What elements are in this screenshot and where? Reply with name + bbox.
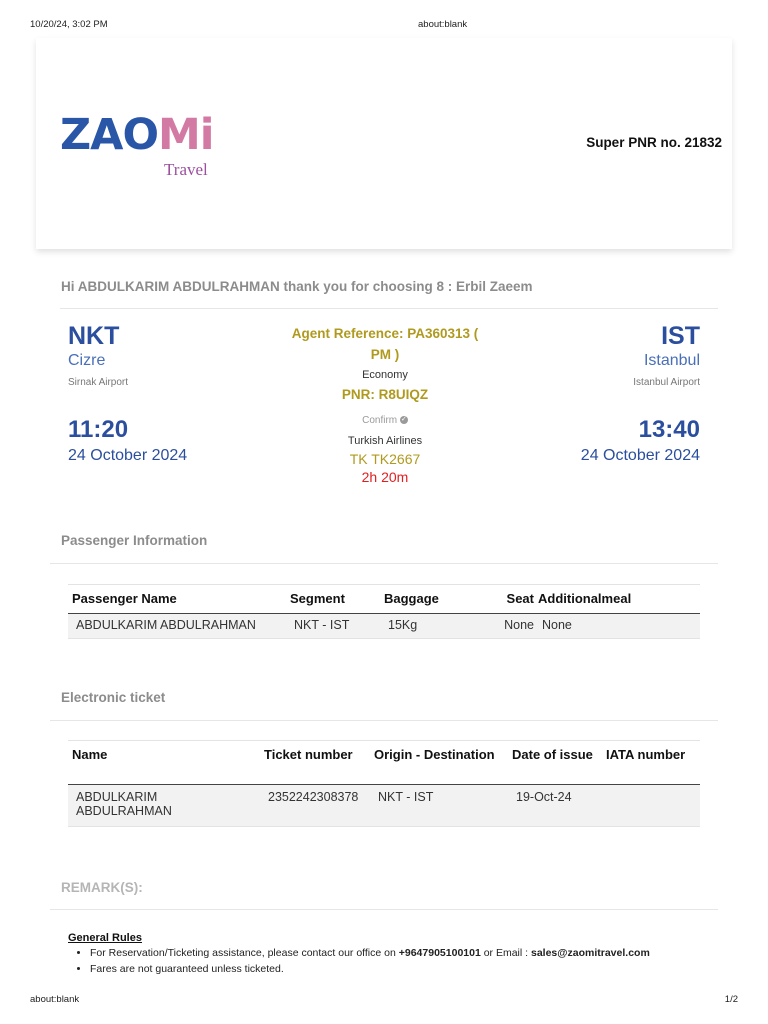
rule-text: or Email : xyxy=(480,947,531,959)
cell-name-text: ABDULKARIM ABDULRAHMAN xyxy=(76,790,172,818)
destination-city: Istanbul xyxy=(643,352,700,369)
contact-email[interactable]: sales@zaomitravel.com xyxy=(530,947,650,959)
col-segment: Segment xyxy=(286,585,380,614)
divider xyxy=(60,308,718,309)
general-rules-title: General Rules xyxy=(68,932,142,944)
flight-number: TK TK2667 xyxy=(349,451,421,467)
booking-status xyxy=(260,415,510,426)
airline-name: Turkish Airlines xyxy=(347,435,423,447)
greeting: Hi ABDULKARIM ABDULRAHMAN thank you for choosing 8 : Erbil Zaeem xyxy=(61,279,533,294)
flight-duration: 2h 20m xyxy=(361,469,409,485)
list-item: • Fares are not guaranteed unless ticketed. xyxy=(90,962,750,976)
origin-airport: Sirnak Airport xyxy=(68,377,129,388)
contact-phone: +9647905100101 xyxy=(398,947,481,959)
passenger-section-title: Passenger Information xyxy=(61,533,208,548)
passenger-table xyxy=(68,584,700,639)
departure-time: 11:20 xyxy=(68,416,129,443)
brand-logo xyxy=(60,110,214,160)
divider xyxy=(50,909,718,910)
ticket-section-title: Electronic ticket xyxy=(61,690,166,705)
table-header-row xyxy=(68,585,700,614)
divider xyxy=(50,720,718,721)
table-row xyxy=(68,614,700,639)
rules-list xyxy=(72,946,750,978)
table-row xyxy=(68,785,700,827)
cell-baggage: 15Kg xyxy=(380,614,494,639)
arrival-date: 24 October 2024 xyxy=(580,447,700,464)
destination-airport: Istanbul Airport xyxy=(633,377,700,388)
col-ticket-number: Ticket number xyxy=(260,741,370,785)
logo-text-blue: ZAO xyxy=(60,110,159,160)
col-baggage: Baggage xyxy=(380,585,494,614)
ticket-table xyxy=(68,740,700,827)
col-seat: Seat xyxy=(494,585,534,614)
origin-city: Cizre xyxy=(68,352,106,369)
logo-text-pink: Mi xyxy=(158,110,214,160)
header-card xyxy=(36,38,732,249)
print-footer-url: about:blank xyxy=(30,994,80,1005)
status-label: Confirm xyxy=(362,415,398,426)
cell-passenger-name: ABDULKARIM ABDULRAHMAN xyxy=(68,614,286,639)
cell-iata-number xyxy=(602,785,700,827)
divider xyxy=(50,563,718,564)
agent-reference-line1: Agent Reference: PA360313 ( xyxy=(291,326,479,341)
cell-ticket-number: 2352242308378 xyxy=(260,785,370,827)
check-circle-icon: ✓ xyxy=(400,416,407,424)
cell-origin-destination: NKT - IST xyxy=(370,785,508,827)
remarks-title: REMARK(S): xyxy=(61,880,143,895)
rule-text: For Reservation/Ticketing assistance, please contact our office on xyxy=(90,947,399,959)
cabin-class: Economy xyxy=(362,369,408,381)
print-url: about:blank xyxy=(418,19,468,30)
cell-name xyxy=(68,785,260,827)
departure-date: 24 October 2024 xyxy=(68,447,188,464)
cell-seat: None xyxy=(494,614,534,639)
col-origin-destination: Origin - Destination xyxy=(370,741,508,785)
cell-additional-meal: None xyxy=(534,614,700,639)
col-additional-meal: Additionalmeal xyxy=(534,585,700,614)
origin-code: NKT xyxy=(68,322,120,350)
print-datetime: 10/20/24, 3:02 PM xyxy=(30,19,108,30)
list-item xyxy=(90,946,750,960)
col-name: Name xyxy=(68,741,260,785)
table-header-row xyxy=(68,741,700,785)
pnr-code: PNR: R8UIQZ xyxy=(341,387,429,402)
super-pnr: Super PNR no. 21832 xyxy=(586,135,722,150)
cell-segment: NKT - IST xyxy=(286,614,380,639)
agent-reference-line2: PM ) xyxy=(370,347,400,362)
page-number: 1/2 xyxy=(724,994,738,1005)
col-iata-number: IATA number xyxy=(602,741,700,785)
logo-subtitle: Travel xyxy=(164,160,208,179)
destination-code: IST xyxy=(661,322,700,350)
arrival-time: 13:40 xyxy=(638,416,700,443)
col-date-of-issue: Date of issue xyxy=(508,741,602,785)
col-passenger-name: Passenger Name xyxy=(68,585,286,614)
cell-date-of-issue: 19-Oct-24 xyxy=(508,785,602,827)
